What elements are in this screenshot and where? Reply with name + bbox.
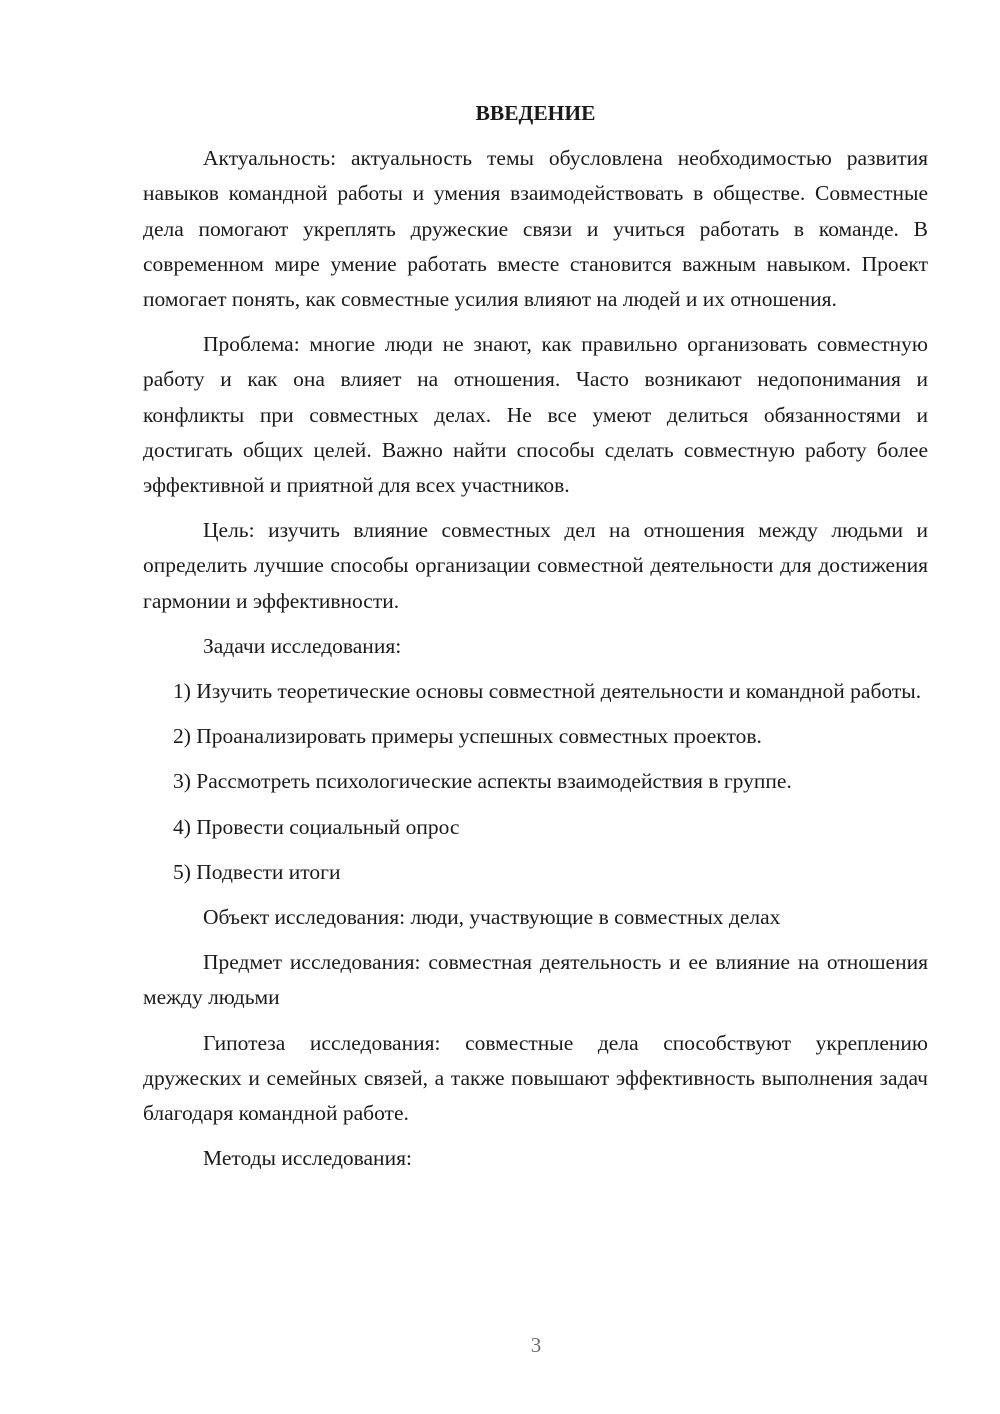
page-title: ВВЕДЕНИЕ [475,101,596,125]
problem-paragraph: Проблема: многие люди не знают, как правильно организовать совместную работу и как она влияет на отношения. Часто возникают недопонимания и конфликты при совместных делах. Не все умеют делиться обязанностями и достигать общих целей. Важно найти способы сделать совместную работу более эффективной и приятной для всех участников. [143,332,928,498]
hypothesis-paragraph: Гипотеза исследования: совместные дела способствуют укреплению дружеских и семейных связей, а также повышают эффективность выполнения задач благодаря командной работе. [143,1030,928,1126]
subject-paragraph: Предмет исследования: совместная деятельность и ее влияние на отношения между людьми [143,950,928,1010]
task-item: 5) Подвести итоги [173,859,341,884]
object-paragraph: Объект исследования: люди, участвующие в совместных делах [203,905,781,930]
task-item: 3) Рассмотреть психологические аспекты взаимодействия в группе. [173,769,792,794]
page-content [143,96,928,1186]
relevance-paragraph: Актуальность: актуальность темы обусловлена необходимостью развития навыков командной работы и умения взаимодействовать в обществе. Совместные дела помогают укреплять дружеские связи и учиться работать в команде. В современном мире умение работать вместе становится важным навыком. Проект помогает понять, как совместные усилия влияют на людей и их отношения. [143,146,928,312]
task-item: 2) Проанализировать примеры успешных совместных проектов. [173,724,762,749]
task-item: 1) Изучить теоретические основы совместной деятельности и командной работы. [173,679,922,704]
page-number: 3 [530,1333,542,1357]
tasks-heading: Задачи исследования: [203,633,402,658]
methods-heading: Методы исследования: [203,1146,412,1171]
task-item: 4) Провести социальный опрос [173,814,460,839]
goal-paragraph: Цель: изучить влияние совместных дел на отношения между людьми и определить лучшие способы организации совместной деятельности для достижения гармонии и эффективности. [143,518,928,613]
